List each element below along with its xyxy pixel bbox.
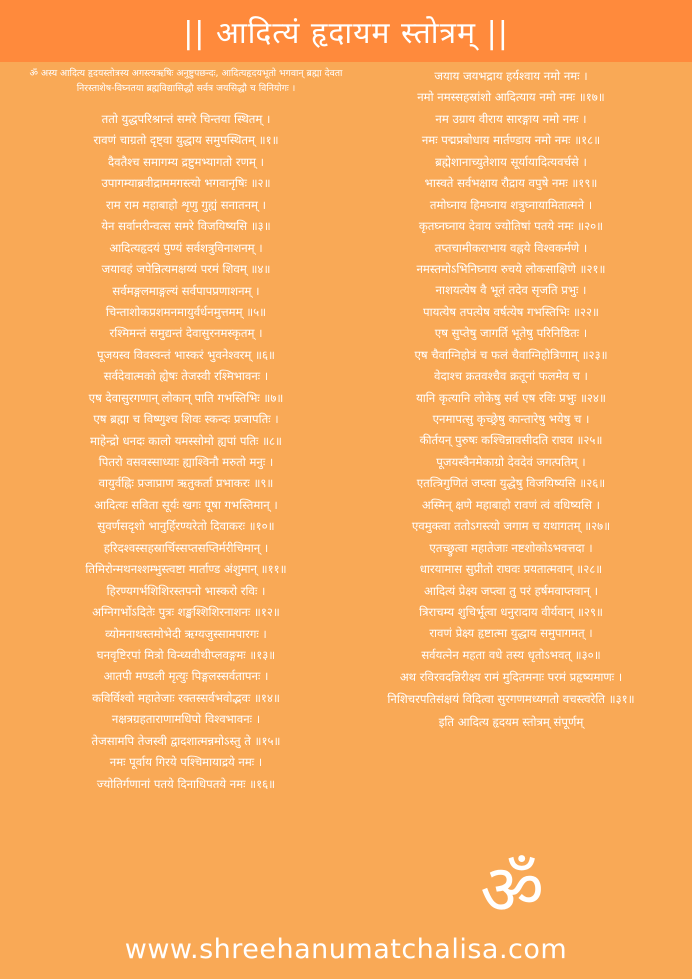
verse-line: तिमिरोन्मथनश्शम्भुस्त्वष्टा मार्ताण्ड अंशुमान् ॥११॥ <box>85 562 287 577</box>
verse-line: अथ रविरवदन्निरीक्ष्य रामं मुदितमनाः परमं प्रहृष्यमाणः । <box>399 670 623 685</box>
page-title: || आदित्यं हृदायम स्तोत्रम् || <box>183 15 509 51</box>
verse-line: नमस्तमोऽभिनिघ्नाय रुचये लोकसाक्षिणे ॥२१॥ <box>416 261 606 276</box>
verse-line: एनमापत्सु कृच्छ्रेषु कान्तारेषु भयेषु च । <box>432 412 590 426</box>
verse-line: जयावहं जपेन्नित्यमक्षय्यं परमं शिवम् ॥४॥ <box>101 262 271 277</box>
verse-line: एष देवासुरगणान् लोकान् पाति गभस्तिभिः ॥७॥ <box>88 390 284 405</box>
verse-line: ततो युद्धपरिश्रान्तं समरे चिन्तया स्थितम् । <box>101 112 271 126</box>
verse-line: राम राम महाबाहो शृणु गुह्यं सनातनम् । <box>105 197 267 212</box>
verse-line: व्योमनाथस्तमोभेदी ऋग्यजुस्सामपारगः । <box>105 626 267 641</box>
left-column <box>22 66 350 795</box>
verse-line: रावणं प्रेक्ष्य हृष्टात्मा युद्धाय समुपागमत् । <box>429 626 593 641</box>
verse-line: धारयामास सुप्रीतो राघवः प्रयतात्मवान् ॥२८॥ <box>419 562 603 577</box>
verse-line: सर्वदेवात्मको ह्येषः तेजस्वी रश्मिभावनः । <box>103 369 269 384</box>
verse-line: वायुर्वह्निः प्रजाप्राण ऋतुकर्ता प्रभाकरः ॥९॥ <box>98 476 274 491</box>
right-column <box>350 66 672 734</box>
verse-line: चिन्ताशोकप्रशमनमायुर्वर्धनमुत्तमम् ॥५॥ <box>105 304 267 319</box>
verse-line: कविर्विश्वो महातेजाः रक्तस्सर्वभवोद्भवः ॥१४॥ <box>92 690 280 705</box>
verse-line: कृतघ्नघ्नाय देवाय ज्योतिषां पतये नमः ॥२०॥ <box>418 219 604 234</box>
verse-line: तेजसामपि तेजस्वी द्वादशात्मन्नमोऽस्तु ते ॥१५॥ <box>91 733 281 748</box>
verse-line: पूजयस्व विवस्वन्तं भास्करं भुवनेश्वरम् ॥६॥ <box>97 347 275 362</box>
verse-line: पूजयस्वैनमेकाग्रो देवदेवं जगत्पतिम् । <box>436 454 586 469</box>
verse-line: आदित्यः सविता सूर्यः खगः पूषा गभस्तिमान् । <box>94 497 278 512</box>
verse-line: ज्योतिर्गणानां पतये दिनाधिपतये नमः ॥१६॥ <box>96 776 276 791</box>
verse-line: नमः पूर्वाय गिरये पश्चिमायाद्रये नमः । <box>109 755 263 770</box>
right-verse-list <box>350 66 672 666</box>
verse-line: अस्मिन् क्षणे महाबाहो रावणं त्वं वधिष्यसि । <box>421 497 601 512</box>
website-link[interactable]: www.shreehanumatchalisa.com <box>124 934 568 965</box>
verse-line: तमोघ्नाय हिमघ्नाय शत्रुघ्नायामितात्मने । <box>429 197 593 212</box>
verse-line: घनवृष्टिरपां मित्रो विन्ध्यवीथीप्लवङ्गमः ॥१३॥ <box>96 647 276 662</box>
verse-line: आतपी मण्डली मृत्युः पिङ्गलस्सर्वतापनः । <box>103 669 269 684</box>
verse-line: कीर्तयन् पुरुषः कश्चिन्नावसीदति राघव ॥२५॥ <box>419 433 603 448</box>
verse-line: नक्षत्रग्रहताराणामधिपो विश्वभावनः । <box>111 712 261 727</box>
verse-line: उपागम्याब्रवीद्राममगस्त्यो भगवानृषिः ॥२॥ <box>101 176 271 191</box>
verse-line: नमो नमस्सहस्रांशो आदित्याय नमो नमः ॥१७॥ <box>417 90 605 105</box>
verse-line: एष ब्रह्मा च विष्णुश्च शिवः स्कन्दः प्रजापतिः । <box>93 412 279 427</box>
verse-line: येन सर्वानरीन्वत्स समरे विजयिष्यसि ॥३॥ <box>101 219 271 234</box>
verse-line: पायत्येष तपत्येष वर्षत्येष गभस्तिभिः ॥२२॥ <box>423 304 599 319</box>
verse-line: आदित्यहृदयं पुण्यं सर्वशत्रुविनाशनम् । <box>109 240 263 255</box>
verse-line: रश्मिमन्तं समुद्यन्तं देवासुरनमस्कृतम् । <box>109 326 263 341</box>
verse-line: तप्तचामीकराभाय वह्नये विश्वकर्मणे । <box>434 240 588 255</box>
verse-line: सर्वयत्नेन महता वधे तस्य धृतोऽभवत् ॥३०॥ <box>421 647 601 662</box>
verse-line: भास्वते सर्वभक्षाय रौद्राय वपुषे नमः ॥१९॥ <box>424 176 598 191</box>
verse-line: पितरो वसवस्साध्याः ह्याश्विनौ मरुतो मनुः । <box>98 455 274 469</box>
verse-line: नाशयत्येष वै भूतं तदेव सृजति प्रभुः । <box>435 283 587 298</box>
closing-line: इति आदित्य हृदयम स्तोत्रम् संपूर्णम् <box>438 715 584 730</box>
verse-line: सर्वमङ्गलमाङ्गल्यं सर्वपापप्रणाशनम् । <box>112 283 260 298</box>
verse-line: हरिदश्वस्सहस्रार्चिस्सप्तसप्तिर्मरीचिमान् । <box>103 540 269 555</box>
verse-line: माहेन्द्रो धनदः कालो यमस्सोमो ह्यपां पतिः ॥८॥ <box>89 433 282 448</box>
verse-line: नम उग्राय वीराय सारङ्गाय नमो नमः । <box>435 111 587 126</box>
right-wrapped-verses <box>350 666 672 710</box>
verse-line: एतत्त्रिगुणितं जप्त्वा युद्धेषु विजयिष्यसि ॥२६॥ <box>416 476 606 491</box>
verse-line: एवमुक्त्वा ततोऽगस्त्यो जगाम च यथागतम् ॥२७॥ <box>411 519 611 534</box>
invocation-text: ॐ अस्य आदित्य हृदयस्तोत्रस्य अगस्त्यऋषिः अनुष्टुपछन्दः, आदित्यहृदयभूतो भगवान् ब्रह्मा देवता निरस्ताशेष-विघ्नतया ब्रह्मविद्यासिद्धौ सर्वत्र जयसिद्धौ च विनियोगः । <box>29 68 343 94</box>
verse-line: यानि कृत्यानि लोकेषु सर्व एष रविः प्रभुः ॥२४॥ <box>416 390 606 405</box>
verse-line: सुवर्णसदृशो भानुर्हिरण्यरेतो दिवाकरः ॥१०॥ <box>97 519 275 534</box>
om-icon: ॐ <box>480 849 544 931</box>
verse-line: वेदाश्च क्रतवश्चैव क्रतूनां फलमेव च । <box>434 369 588 384</box>
verse-line: निशिचरपतिसंक्षयं विदित्वा सुरगणमध्यगतो वचस्त्वरेति ॥३१॥ <box>387 692 635 707</box>
title-banner <box>0 0 692 62</box>
verse-line: नमः पद्मप्रबोधाय मार्तण्डाय नमो नमः ॥१८॥ <box>421 133 601 148</box>
verse-line: एष सुप्तेषु जागर्ति भूतेषु परिनिष्ठितः । <box>434 326 588 341</box>
verse-line: ब्रह्मेशानाच्युतेशाय सूर्यायादित्यवर्चसे । <box>435 154 587 169</box>
verse-line: एष चैवाग्निहोत्रं च फलं चैवाग्निहोत्रिणाम् ॥२३॥ <box>414 347 608 362</box>
verse-line: हिरण्यगर्भशिशिरस्तपनो भास्करो रविः । <box>106 583 266 598</box>
verse-line: दैवतैश्च समागम्य द्रष्टुमभ्यागतो रणम् । <box>107 154 265 169</box>
verse-line: जयाय जयभद्राय हर्यश्वाय नमो नमः । <box>434 69 588 83</box>
left-verse-list <box>22 109 350 795</box>
verse-line: एतच्छ्रुत्वा महातेजाः नष्टशोकोऽभवत्तदा । <box>429 540 593 555</box>
verse-line: आदित्यं प्रेक्ष्य जप्त्वा तु परं हर्षमवाप्तवान् । <box>423 583 598 598</box>
verse-line: त्रिराचम्य शुचिर्भूत्वा धनुरादाय वीर्यवान् ॥२९॥ <box>419 604 603 619</box>
verse-line: रावणं चाग्रतो दृष्ट्वा युद्धाय समुपस्थितम् ॥१॥ <box>93 133 279 148</box>
verse-line: अग्निगर्भोऽदितेः पुत्रः शङ्खश्शिशिरनाशनः ॥१२॥ <box>92 605 280 620</box>
